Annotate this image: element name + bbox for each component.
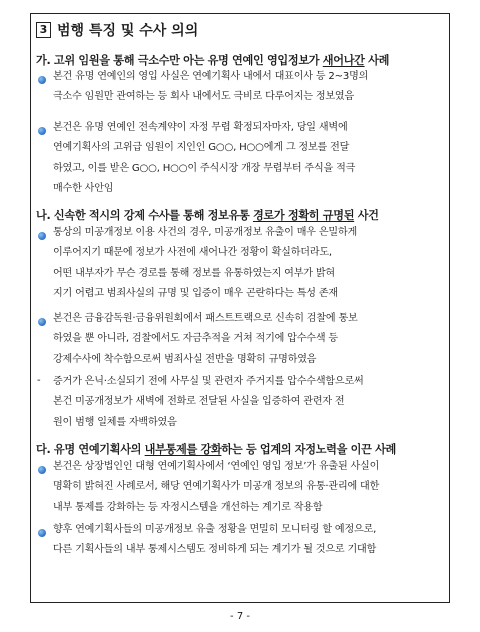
- subsection-b-heading: [36, 207, 379, 223]
- text-line: 본건 유명 연예인의 영입 사실은 연예기획사 내에서 대표이사 등 2~3명의: [53, 71, 369, 82]
- subsection-a-prefix: 가.: [36, 54, 51, 67]
- subsection-a-heading: [36, 52, 389, 68]
- paragraph-a2: [53, 118, 443, 200]
- subsection-b-text-end: 사건: [354, 209, 379, 222]
- text-line: 본건 미공개정보가 새벽에 전화로 전달된 사실을 입증하여 관련자 전: [53, 396, 345, 408]
- text-line: 증거가 은닉·소실되기 전에 사무실 및 관련자 주거지를 압수수색함으로써: [53, 376, 364, 387]
- section-heading: [36, 20, 198, 40]
- text-line: 강제수사에 착수함으로써 범죄사실 전반을 명확히 규명하였음: [53, 353, 317, 365]
- subsection-b-text: 신속한 적시의 강제 수사를 통해 정보유통: [53, 209, 253, 222]
- text-line: 명확히 밝혀진 사례로서, 해당 연예기획사가 미공개 정보의 유통·관리에 대한: [53, 481, 380, 493]
- subsection-a-emphasis: 새어나간: [322, 54, 365, 67]
- subsection-c-prefix: 다.: [36, 443, 51, 456]
- paragraph-b3: [53, 372, 443, 433]
- text-line: 매수한 사안임: [53, 183, 114, 195]
- text-line: 지기 어렵고 범죄사실의 규명 및 입증이 매우 곤란하다는 특성 존재: [53, 288, 338, 300]
- text-line: 어떤 내부자가 무슨 경로를 통해 정보를 유통하였는지 여부가 밝혀: [53, 267, 335, 279]
- text-line: 본건은 유명 연예인 전속계약이 자정 무렵 확정되자마자, 당일 새벽에: [53, 122, 348, 133]
- text-line: 연예기획사의 고위급 임원이 지인인 G○○, H○○에게 그 정보를 전달: [53, 142, 350, 154]
- bullet-icon: [38, 529, 46, 537]
- heading-title: 범행 특징 및 수사 의의: [57, 23, 199, 39]
- bullet-icon: [38, 76, 46, 84]
- paragraph-c2: [53, 520, 443, 561]
- text-line: 하였을 뿐 아니라, 검찰에서도 자금추적을 거쳐 적기에 압수수색 등: [53, 333, 338, 345]
- subsection-c-text-end: 하는 등 업계의 자정노력을 이끈 사례: [221, 443, 396, 456]
- bullet-icon: [38, 466, 46, 474]
- subsection-b-emphasis: 경로가 정확히 규명된: [252, 209, 355, 222]
- text-line: 극소수 임원만 관여하는 등 회사 내에서도 극비로 다루어지는 정보였음: [53, 91, 355, 103]
- text-line: 통상의 미공개정보 이용 사건의 경우, 미공개정보 유출이 매우 은밀하게: [53, 227, 358, 238]
- bullet-icon: [38, 232, 46, 240]
- paragraph-b1: [53, 223, 443, 305]
- subsection-c-emphasis: 내부통제를 강화: [144, 443, 222, 456]
- paragraph-b2: [53, 309, 443, 370]
- subsection-a-text-end: 사례: [364, 54, 390, 67]
- paragraph-a1: [53, 67, 443, 108]
- text-line: 하였고, 이를 받은 G○○, H○○이 주식시장 개장 무렵부터 주식을 적극: [53, 162, 356, 174]
- subsection-c-text: 유명 연예기획사의: [53, 443, 145, 456]
- text-line: 본건은 금융감독원·금융위원회에서 패스트트랙으로 신속히 검찰에 통보: [53, 313, 358, 324]
- text-line: 이루어지기 때문에 정보가 사전에 새어나간 정황이 확실하더라도,: [53, 247, 332, 259]
- subsection-a-text: 고위 임원을 통해 극소수만 아는 유명 연예인 영입정보가: [53, 54, 323, 67]
- heading-number-box: 3: [36, 22, 51, 38]
- bullet-icon: [38, 127, 46, 135]
- paragraph-c1: [53, 457, 443, 518]
- text-line: 다른 기획사들의 내부 통제시스템도 정비하게 되는 계기가 될 것으로 기대함: [53, 544, 377, 556]
- subsection-c-heading: [36, 441, 396, 457]
- subsection-b-prefix: 나.: [36, 209, 51, 222]
- text-line: 본건은 상장법인인 대형 연예기획사에서 ‘연예인 영입 정보’가 유출된 사실이: [53, 461, 380, 472]
- text-line: 내부 통제를 강화하는 등 자정시스템을 개선하는 계기로 작용함: [53, 501, 323, 513]
- dash-marker: -: [37, 375, 41, 386]
- bullet-icon: [38, 318, 46, 326]
- text-line: 향후 연예기획사들의 미공개정보 유출 정황을 면밀히 모니터링 할 예정으로,: [53, 524, 377, 535]
- text-line: 원이 범행 일체를 자백하였음: [53, 416, 177, 428]
- page-number: - 7 -: [230, 611, 250, 622]
